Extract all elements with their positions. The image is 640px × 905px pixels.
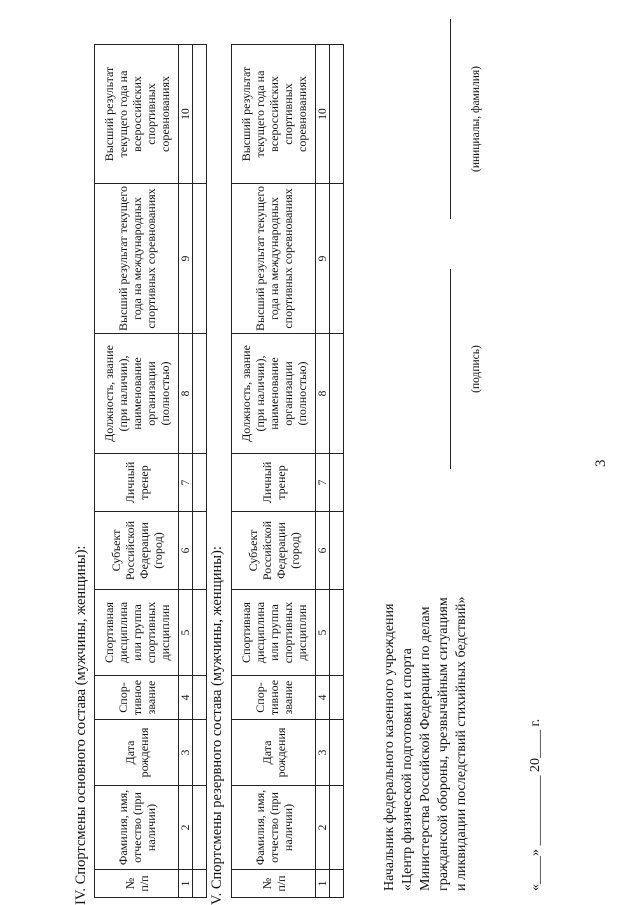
table-cell — [330, 334, 344, 454]
col-number: 1 — [316, 870, 330, 898]
table-cell — [193, 676, 207, 720]
table-cell — [193, 590, 207, 676]
table-cell — [193, 45, 207, 184]
signature-underline — [450, 269, 451, 469]
column-number-row — [316, 45, 330, 898]
signatory-block — [381, 591, 471, 891]
col-number: 1 — [179, 870, 193, 898]
section-5-title: V. Спортсмены резервного состава (мужчины, женщины): — [209, 546, 225, 905]
main-squad-table — [94, 44, 207, 898]
col-number: 9 — [316, 184, 330, 334]
signature-label: (подпись) — [470, 345, 482, 393]
initials-underline — [450, 19, 451, 219]
col-header-name: Фамилия, имя, отчество (при наличии) — [95, 786, 179, 870]
col-header-number: № п/п — [95, 870, 179, 898]
col-number: 6 — [179, 512, 193, 590]
col-header-national-result: Высший результат текущего года на всероссийских спортивных соревнованиях — [232, 45, 316, 184]
header-row — [95, 45, 179, 898]
table-cell — [330, 454, 344, 512]
col-number: 6 — [316, 512, 330, 590]
table-cell — [330, 512, 344, 590]
col-number: 10 — [179, 45, 193, 184]
col-number: 9 — [179, 184, 193, 334]
col-header-sport-title: Спор-тивное звание — [232, 676, 316, 720]
col-header-national-result: Высший результат текущего года на всероссийских спортивных соревнованиях — [95, 45, 179, 184]
table-cell — [193, 454, 207, 512]
signatory-line: «Центр физической подготовки и спорта — [400, 648, 415, 891]
col-header-discipline: Спортивная дисциплина или группа спортивных дисциплин — [232, 590, 316, 676]
col-number: 8 — [179, 334, 193, 454]
col-header-name: Фамилия, имя, отчество (при наличии) — [232, 786, 316, 870]
header-row — [232, 45, 316, 898]
col-number: 2 — [316, 786, 330, 870]
col-header-coach: Личный тренер — [232, 454, 316, 512]
col-number: 7 — [179, 454, 193, 512]
col-header-region: Субъект Российской Федерации (город) — [232, 512, 316, 590]
col-header-intl-result: Высший результат текущего года на международных спортивных соревнованиях — [95, 184, 179, 334]
table-cell — [193, 334, 207, 454]
table-cell — [330, 676, 344, 720]
col-number: 7 — [316, 454, 330, 512]
signatory-line: и ликвидации последствий стихийных бедствий» — [454, 596, 469, 891]
col-number: 5 — [179, 590, 193, 676]
table-cell — [330, 786, 344, 870]
col-number: 2 — [179, 786, 193, 870]
table-cell — [330, 720, 344, 786]
table-cell — [193, 184, 207, 334]
col-number: 8 — [316, 334, 330, 454]
table-cell — [193, 512, 207, 590]
col-number: 5 — [316, 590, 330, 676]
table-row — [193, 45, 207, 898]
table-cell — [193, 720, 207, 786]
date-line: «____» __________ 20____ г. — [528, 718, 543, 891]
col-header-birthdate: Дата рождения — [232, 720, 316, 786]
col-header-number: № п/п — [232, 870, 316, 898]
col-number: 3 — [316, 720, 330, 786]
table-cell — [193, 870, 207, 898]
col-header-intl-result: Высший результат текущего года на международных спортивных соревнованиях — [232, 184, 316, 334]
page-number: 3 — [593, 459, 609, 467]
table-cell — [330, 184, 344, 334]
col-number: 3 — [179, 720, 193, 786]
col-header-discipline: Спортивная дисциплина или группа спортивных дисциплин — [95, 590, 179, 676]
col-header-position: Должность, звание (при наличии), наименование организации (полностью) — [95, 334, 179, 454]
col-header-region: Субъект Российской Федерации (город) — [95, 512, 179, 590]
reserve-squad-table — [231, 44, 344, 898]
table-cell — [330, 45, 344, 184]
table-cell — [330, 590, 344, 676]
col-header-coach: Личный тренер — [95, 454, 179, 512]
table-cell — [330, 870, 344, 898]
col-header-sport-title: Спор-тивное звание — [95, 676, 179, 720]
col-number: 4 — [316, 676, 330, 720]
column-number-row — [179, 45, 193, 898]
signatory-line: Министерства Российской Федерации по делам — [418, 606, 433, 891]
col-header-birthdate: Дата рождения — [95, 720, 179, 786]
col-header-position: Должность, звание (при наличии), наименование организации (полностью) — [232, 334, 316, 454]
table-row — [330, 45, 344, 898]
table-cell — [193, 786, 207, 870]
col-number: 10 — [316, 45, 330, 184]
col-number: 4 — [179, 676, 193, 720]
initials-label: (инициалы, фамилия) — [470, 65, 482, 173]
signatory-line: гражданской обороны, чрезвычайным ситуациям — [436, 597, 451, 891]
section-4-title: IV. Спортсмены основного состава (мужчины, женщины): — [73, 545, 89, 905]
signatory-line: Начальник федерального казенного учреждения — [382, 603, 397, 891]
